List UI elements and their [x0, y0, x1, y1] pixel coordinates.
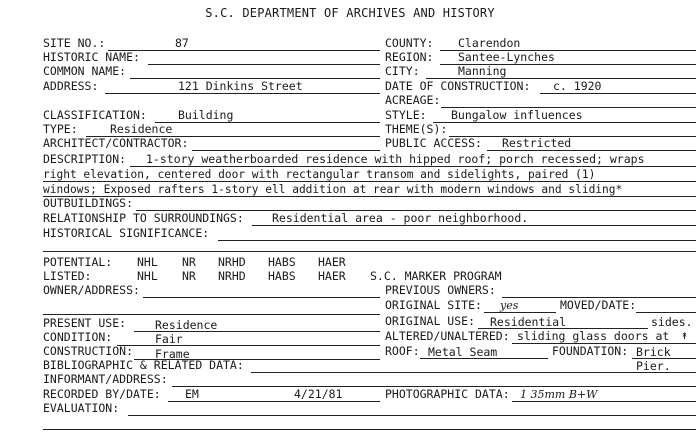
historic-name-label: HISTORIC NAME:: [43, 50, 140, 64]
roof-value: Metal Seam: [428, 345, 498, 359]
address-line: [105, 93, 380, 94]
county-label: COUNTY:: [385, 36, 434, 50]
region-value: Santee-Lynches: [458, 50, 555, 64]
significance-label: HISTORICAL SIGNIFICANCE:: [43, 226, 210, 240]
significance-line: [218, 240, 696, 241]
style-value: Bungalow influences: [451, 108, 583, 122]
up-arrow-icon: ↟: [681, 328, 689, 342]
roof-label: ROOF:: [385, 344, 420, 358]
address-value: 121 Dinkins Street: [178, 79, 303, 93]
construction-label: CONSTRUCTION:: [43, 344, 134, 358]
relationship-line: [252, 225, 696, 226]
style-line: [433, 122, 696, 123]
description-rule-3: [43, 196, 696, 197]
recorded-label: RECORDED BY/DATE:: [43, 387, 161, 401]
previous-owners-label: PREVIOUS OWNERS:: [385, 283, 496, 297]
foundation-label: FOUNDATION:: [552, 344, 629, 358]
style-label: STYLE:: [385, 108, 427, 122]
architect-line: [192, 150, 380, 151]
construction-value: Frame: [155, 347, 190, 361]
site-no-label: SITE NO.:: [43, 36, 106, 50]
photographic-line: [512, 401, 696, 402]
recorded-initials: EM: [185, 387, 199, 401]
section-divider: [43, 251, 696, 252]
description-line-3: windows; Exposed rafters 1-story ell addition at rear with modern windows and sliding*: [43, 183, 623, 196]
public-access-line: [487, 150, 696, 151]
marker-program-label: S.C. MARKER PROGRAM: [370, 269, 502, 283]
moved-date-line: [636, 312, 696, 313]
date-construction-line: [540, 93, 696, 94]
potential-habs: HABS: [268, 255, 296, 269]
classification-line: [155, 122, 380, 123]
relationship-value: Residential area - poor neighborhood.: [272, 211, 529, 225]
date-construction-value: c. 1920: [553, 79, 602, 93]
description-rule-2: [43, 181, 696, 182]
roof-line: [420, 358, 548, 359]
footer-rule: [43, 429, 696, 430]
foundation-value: Brick: [636, 345, 671, 359]
potential-haer: HAER: [318, 255, 346, 269]
potential-nr: NR: [182, 255, 196, 269]
listed-label: LISTED:: [43, 269, 92, 283]
city-value: Manning: [458, 64, 507, 78]
potential-nrhd: NRHD: [218, 255, 246, 269]
owner-rule: [43, 314, 380, 315]
bibliographic-line: [251, 372, 696, 373]
potential-nhl: NHL: [137, 255, 158, 269]
outbuildings-label: OUTBUILDINGS:: [43, 196, 134, 210]
bibliographic-label: BIBLIOGRAPHIC & RELATED DATA:: [43, 358, 244, 372]
listed-nr: NR: [182, 269, 196, 283]
site-no-value: 87: [175, 36, 189, 50]
classification-value: Building: [178, 108, 234, 122]
altered-value: sliding glass doors at: [517, 329, 670, 343]
foundation-value-2: Pier.: [636, 359, 671, 373]
evaluation-line: [128, 415, 696, 416]
form-title: S.C. DEPARTMENT OF ARCHIVES AND HISTORY: [205, 6, 495, 20]
recorded-line: [168, 401, 380, 402]
common-name-label: COMMON NAME:: [43, 64, 127, 78]
description-rule-1: [130, 166, 696, 167]
original-site-line: [484, 312, 556, 313]
acreage-label: ACREAGE:: [385, 93, 441, 107]
listed-habs: HABS: [268, 269, 296, 283]
condition-label: CONDITION:: [43, 330, 113, 344]
county-value: Clarendon: [458, 36, 521, 50]
owner-address-label: OWNER/ADDRESS:: [43, 283, 140, 297]
date-construction-label: DATE OF CONSTRUCTION:: [385, 79, 531, 93]
original-use-value: Residential: [490, 315, 567, 329]
site-no-line: [108, 50, 380, 51]
original-site-value: yes: [500, 299, 519, 312]
evaluation-label: EVALUATION:: [43, 401, 120, 415]
classification-label: CLASSIFICATION:: [43, 108, 147, 122]
present-use-value: Residence: [155, 318, 218, 332]
present-use-label: PRESENT USE:: [43, 316, 127, 330]
recorded-date: 4/21/81: [294, 387, 343, 401]
description-line-2: right elevation, centered door with rectangular transom and sidelights, paired (1): [43, 168, 596, 181]
city-label: CITY:: [385, 64, 420, 78]
condition-line: [117, 345, 380, 346]
architect-label: ARCHITECT/CONTRACTOR:: [43, 136, 189, 150]
altered-label: ALTERED/UNALTERED:: [385, 329, 510, 343]
photographic-value: 1 35mm B+W: [520, 388, 598, 401]
informant-label: INFORMANT/ADDRESS:: [43, 372, 168, 386]
potential-label: POTENTIAL:: [43, 255, 113, 269]
owner-address-line: [143, 297, 380, 298]
moved-date-label: MOVED/DATE:: [560, 298, 637, 312]
condition-value: Fair: [155, 332, 183, 346]
photographic-label: PHOTOGRAPHIC DATA:: [385, 387, 510, 401]
description-line-1: 1-story weatherboarded residence with hipped roof; porch recessed; wraps: [146, 152, 645, 166]
type-label: TYPE:: [43, 122, 78, 136]
address-label: ADDRESS:: [43, 79, 99, 93]
themes-line: [449, 136, 696, 137]
region-label: REGION:: [385, 50, 434, 64]
description-label: DESCRIPTION:: [43, 152, 127, 166]
listed-nhl: NHL: [137, 269, 158, 283]
historic-name-line: [148, 64, 380, 65]
type-value: Residence: [110, 122, 173, 136]
original-use-continued: sides.: [651, 315, 693, 329]
public-access-label: PUBLIC ACCESS:: [385, 136, 482, 150]
original-use-label: ORIGINAL USE:: [385, 314, 476, 328]
listed-haer: HAER: [318, 269, 346, 283]
themes-label: THEME(S):: [385, 122, 448, 136]
listed-nrhd: NRHD: [218, 269, 246, 283]
original-site-label: ORIGINAL SITE:: [385, 298, 482, 312]
relationship-label: RELATIONSHIP TO SURROUNDINGS:: [43, 211, 244, 225]
public-access-value: Restricted: [502, 136, 572, 150]
